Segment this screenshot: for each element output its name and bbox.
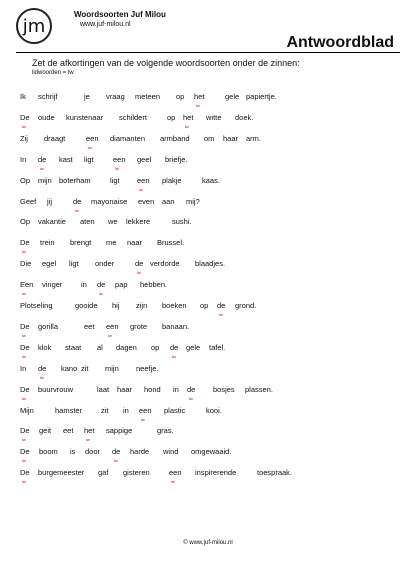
word: zit (101, 405, 109, 415)
word: zijn (136, 301, 148, 310)
word: vakantie (38, 217, 66, 227)
word: haar (223, 133, 239, 143)
legend: lidwoorden = lw (32, 70, 74, 76)
word: boom (39, 447, 58, 457)
lidwoord-tag: lw (86, 437, 90, 443)
word: op (176, 92, 185, 101)
word: Ik (20, 92, 26, 101)
word: De (20, 321, 30, 331)
word: Op (20, 217, 31, 227)
word: Zij (20, 133, 28, 143)
word: kast (59, 154, 73, 164)
word: witte (206, 112, 222, 122)
word: plastic (164, 405, 186, 415)
header-divider (16, 52, 400, 53)
word: verdorde (150, 259, 180, 269)
word: kano (61, 363, 78, 373)
word: staat (65, 342, 82, 352)
word: schildert (119, 112, 147, 122)
brand (74, 10, 166, 29)
word: pap (115, 280, 128, 290)
word: gisteren (123, 468, 150, 478)
lidwoord-tag: lw (108, 332, 112, 338)
word: onder (95, 259, 115, 269)
word: aten (80, 217, 95, 227)
word: dagen (116, 342, 137, 352)
word: gras. (157, 426, 174, 436)
lidwoord-tag: lw (75, 207, 79, 213)
word: de (38, 363, 47, 373)
word: het (194, 92, 205, 101)
word: diamanten (110, 133, 146, 143)
lidwoord-tag: lw (115, 165, 119, 171)
lidwoord-tag: lw (137, 270, 141, 276)
word: Brussel. (157, 238, 185, 248)
word: eet (84, 321, 95, 331)
word: ligt (84, 154, 94, 164)
word: laat (97, 384, 110, 394)
word: brengt (70, 238, 92, 248)
word: gorilla (38, 321, 59, 331)
lidwoord-tag: lw (172, 353, 176, 359)
word: lekkere (126, 217, 151, 227)
word: kooi. (206, 405, 222, 415)
word: hond (144, 384, 161, 394)
word: een (106, 321, 119, 331)
word: het (183, 112, 194, 122)
word: trein (40, 238, 55, 248)
word: op (200, 301, 209, 310)
word: de (217, 301, 226, 310)
lidwoord-tag: lw (189, 395, 193, 401)
instruction: Zet de afkortingen van de volgende woordsoorten onder de zinnen: (32, 58, 300, 68)
word: een (137, 175, 150, 185)
word: in (123, 405, 129, 415)
word: jij (47, 196, 52, 206)
word: blaadjes. (195, 259, 226, 269)
word: de (97, 280, 106, 290)
word: bosjes (213, 384, 235, 394)
word: aan (162, 196, 175, 206)
word: De (20, 426, 30, 436)
word: In (20, 363, 27, 373)
word: een (139, 405, 152, 415)
lidwoord-tag: lw (22, 291, 26, 297)
lidwoord-tag: lw (22, 479, 26, 485)
word: Een (20, 280, 34, 290)
word: hij (112, 301, 120, 310)
word: sappige (106, 426, 133, 436)
word: schrijf (38, 92, 58, 101)
word: de (112, 447, 121, 457)
word: de (38, 154, 47, 164)
word: het (84, 426, 95, 436)
word: harde (130, 447, 150, 457)
lidwoord-tag: lw (22, 123, 26, 129)
word: inspirerende (195, 468, 237, 478)
word: in (173, 384, 179, 394)
lidwoord-tag: lw (22, 249, 26, 255)
word: door (85, 447, 101, 457)
word: Die (20, 259, 32, 269)
word: draagt (44, 133, 66, 143)
word: al (97, 342, 103, 352)
lidwoord-tag: lw (40, 165, 44, 171)
word: toespraak. (257, 468, 293, 478)
lidwoord-tag: lw (22, 437, 26, 443)
word: kaas. (202, 175, 220, 185)
logo-text: jm (22, 15, 46, 37)
word: naar (127, 238, 143, 248)
word: grond. (235, 301, 257, 310)
brand-name: Woordsoorten Juf Milou (74, 10, 166, 19)
brand-url: www.juf-milou.nl (80, 21, 131, 28)
word: oude (38, 112, 55, 122)
word: de (73, 196, 82, 206)
page-title: Antwoordblad (286, 34, 394, 51)
word: Mijn (20, 405, 34, 415)
logo (16, 8, 52, 44)
word: ligt (69, 259, 79, 269)
word: De (20, 112, 30, 122)
word: je (84, 92, 90, 101)
word: De (20, 238, 30, 248)
lidwoord-tag: lw (185, 123, 189, 129)
word: zit (81, 363, 89, 373)
word: me (106, 238, 117, 248)
word: in (81, 280, 87, 290)
word: gaf (98, 468, 109, 478)
word: Op (20, 175, 31, 185)
word: eet (63, 426, 74, 436)
word: ligt (110, 175, 120, 185)
word: burgemeester (38, 468, 85, 478)
word: geit (39, 426, 52, 436)
word: tafel. (209, 342, 226, 352)
word: mij? (186, 196, 200, 206)
word: is (70, 447, 76, 457)
word: de (170, 342, 179, 352)
word: arm. (246, 133, 261, 143)
word: plakje (162, 175, 182, 185)
lidwoord-tag: lw (40, 374, 44, 380)
word: een (113, 154, 126, 164)
lidwoord-tag: lw (219, 312, 223, 317)
word: doek. (235, 112, 254, 122)
lidwoord-tag: lw (22, 353, 26, 359)
lidwoord-tag: lw (22, 332, 26, 338)
word: In (20, 154, 27, 164)
word: even (138, 196, 155, 206)
word: de (187, 384, 196, 394)
word: een (169, 468, 182, 478)
word: hebben. (140, 280, 168, 290)
lidwoord-tag: lw (139, 186, 143, 192)
lidwoord-tag: lw (141, 416, 145, 422)
word: armband (160, 133, 190, 143)
word: mijn (38, 175, 52, 185)
lidwoord-tag: lw (171, 479, 175, 485)
lidwoord-tag: lw (196, 103, 200, 108)
word: meteen (135, 92, 161, 101)
word: plassen. (245, 384, 273, 394)
word: Plotseling (20, 301, 53, 310)
word: vinger (42, 280, 63, 290)
word: wind (163, 447, 179, 457)
lidwoord-tag: lw (88, 144, 92, 150)
word: boterham (59, 175, 91, 185)
word: hamster (55, 405, 83, 415)
word: buurvrouw (38, 384, 74, 394)
word: De (20, 468, 30, 478)
word: een (86, 133, 99, 143)
word: vraag (106, 92, 125, 101)
word: gele (186, 342, 201, 352)
word: gooide (75, 301, 98, 310)
word: neefje. (136, 363, 159, 373)
word: egel (42, 259, 57, 269)
word: op (167, 112, 176, 122)
word: briefje. (165, 154, 188, 164)
word: omgewaaid. (191, 447, 232, 457)
footer: © www.juf-milou.nl (183, 540, 233, 546)
lidwoord-tag: lw (114, 458, 118, 464)
word: sushi. (172, 217, 192, 227)
word: om (204, 133, 215, 143)
word: we (108, 217, 118, 227)
word: gele (225, 92, 240, 101)
word: papiertje. (246, 92, 277, 101)
word: haar (117, 384, 133, 394)
word: banaan. (162, 321, 190, 331)
lidwoord-tag: lw (99, 291, 103, 297)
word: kunstenaar (66, 112, 104, 122)
word: De (20, 447, 30, 457)
word: mijn (105, 363, 119, 373)
word: geel (137, 154, 152, 164)
lidwoord-tag: lw (22, 458, 26, 464)
word: De (20, 384, 30, 394)
word: de (135, 259, 144, 269)
word: mayonaise (91, 196, 128, 206)
lidwoord-tag: lw (22, 395, 26, 401)
word: De (20, 342, 30, 352)
word: Geef (20, 196, 37, 206)
word: op (151, 342, 160, 352)
word: boeken (162, 301, 187, 310)
word: klok (38, 342, 52, 352)
word: grote (130, 321, 148, 331)
